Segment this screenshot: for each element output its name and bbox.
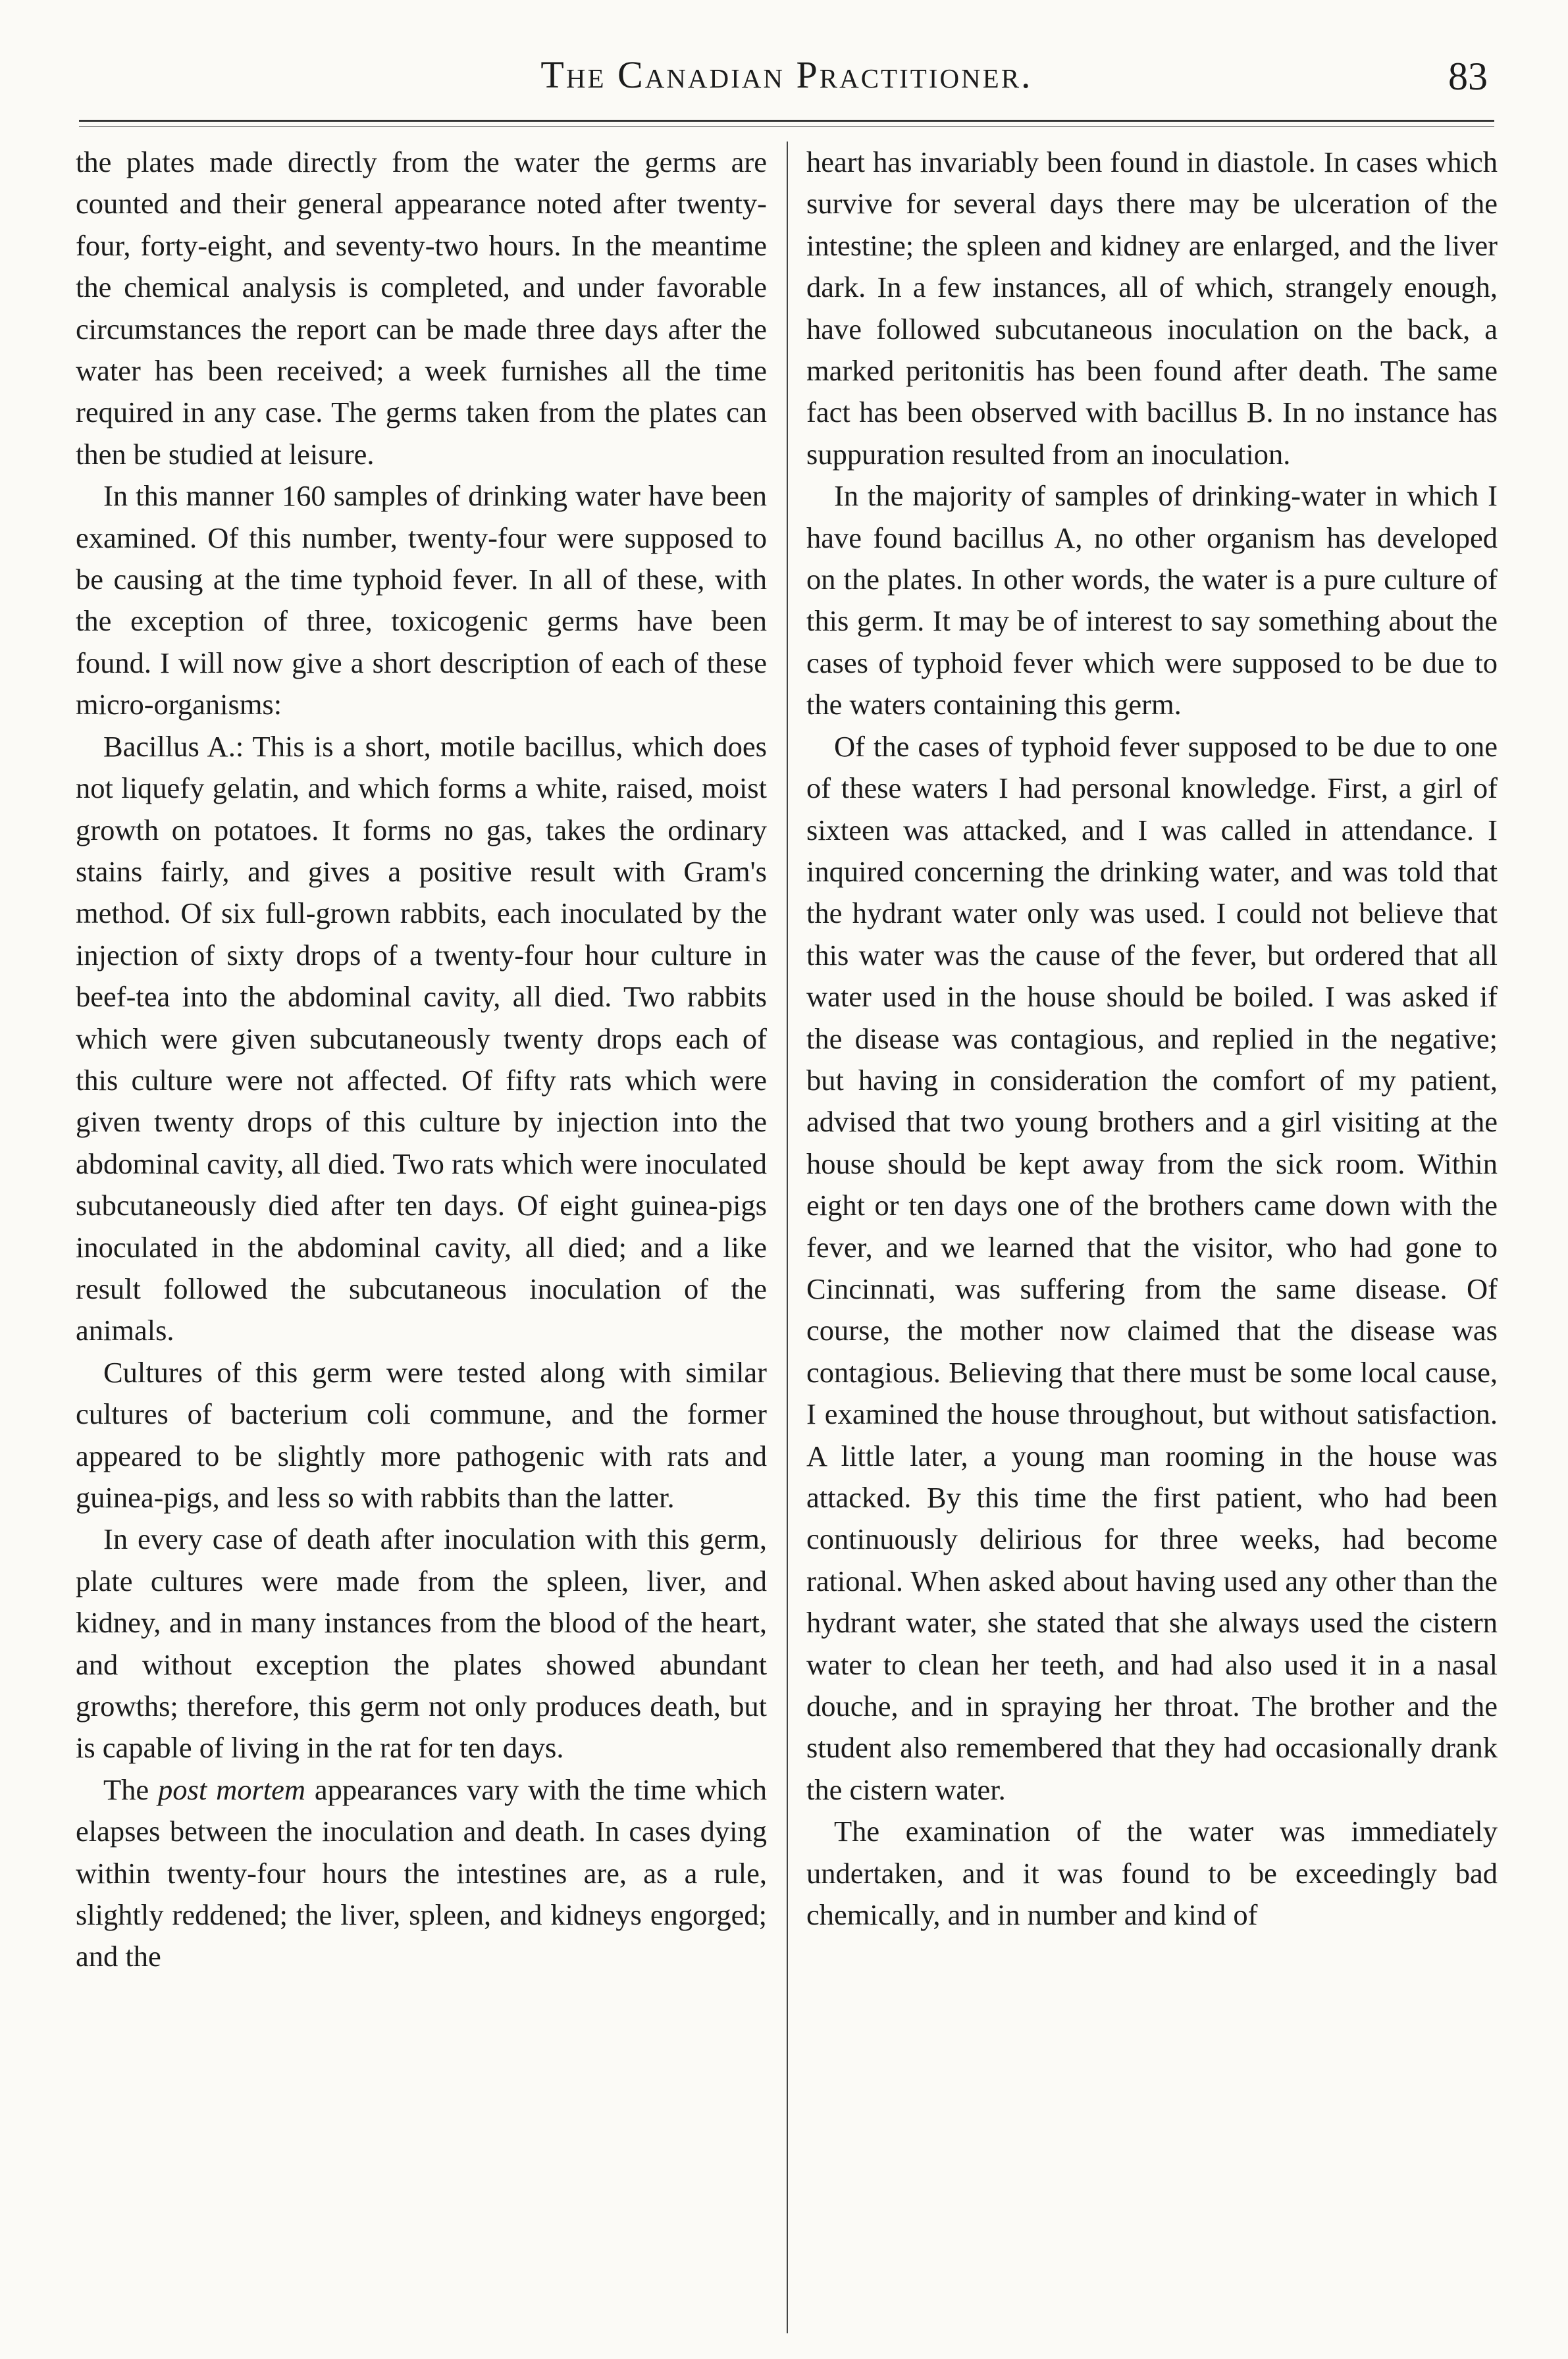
paragraph: Bacillus A.: This is a short, motile bacillus, which does not liquefy gelatin, and which forms a white, raised, moist growth on potatoes. It forms no gas, takes the ordinary stains fairly, and gives a positive result with Gram's method. Of six full-grown rabbits, each inoculated by the injection of sixty drops of a twenty-four hour culture in beef-tea into the abdominal cavity, all died. Two rabbits which were given subcutaneously twenty drops each of this culture were not affected. Of fifty rats which were given twenty drops of this culture by injection into the abdominal cavity, all died. Two rats which were inoculated subcutaneously died after ten days. Of eight guinea-pigs inoculated in the abdominal cavity, all died; and a like result followed the subcutaneous inoculation of the animals. [76, 729, 767, 1347]
italic-term: post mortem [158, 1773, 306, 1806]
paragraph-text: appearances vary with the time which elapses between the inoculation and death. In cases dying within twenty-four hours the intestines are, as a rule, slightly reddened; the liver, spleen, and kidneys engorged; and the [76, 1773, 767, 1973]
paragraph: heart has invariably been found in diastole. In cases which survive for several days there may be ulceration of the intestine; the spleen and kidney are enlarged, and the liver dark. In a few instances, all of which, strangely enough, have followed subcutaneous inoculation on the back, a marked peritonitis has been found after death. The same fact has been observed with bacillus B. In no instance has suppuration resulted from an inoculation. [806, 145, 1498, 471]
header-rule-thin [79, 126, 1494, 127]
paragraph: In this manner 160 samples of drinking water have been examined. Of this number, twenty-four were supposed to be causing at the time typhoid fever. In all of these, with the exception of three, toxicogenic germs have been found. I will now give a short description of each of these micro-organisms: [76, 479, 767, 721]
paragraph: Of the cases of typhoid fever supposed to be due to one of these waters I had personal knowledge. First, a girl of sixteen was attacked, and I was called in attendance. I inquired concerning the drinking water, and was told that the hydrant water only was used. I could not believe that this water was the cause of the fever, but ordered that all water used in the house should be boiled. I was asked if the disease was contagious, and replied in the negative; but having in consideration the comfort of my patient, advised that two young brothers and a girl visiting at the house should be kept away from the sick room. Within eight or ten days one of the brothers came down with the fever, and we learned that the visitor, who had gone to Cincinnati, was suffering from the same disease. Of course, the mother now claimed that the disease was contagious. Believing that there must be some local cause, I examined the house throughout, but without satisfaction. A little later, a young man rooming in the house was attacked. By this time the first patient, who had been continuously delirious for three weeks, had become rational. When asked about having used any other than the hydrant water, she stated that she always used the cistern water to clean her teeth, and had also used it in a nasal douche, and in spraying her throat. The brother and the student also remembered that they had occasionally drank the cistern water. [806, 729, 1498, 1806]
page-header [79, 39, 1494, 112]
paragraph: The examination of the water was immediately undertaken, and it was found to be exceedingly bad chemically, and in number and kind of [806, 1815, 1498, 1932]
paragraph: In the majority of samples of drinking-water in which I have found bacillus A, no other organism has developed on the plates. In other words, the water is a pure culture of this germ. It may be of interest to say something about the cases of typhoid fever which were supposed to be due to the waters containing this germ. [806, 479, 1498, 721]
paragraph: Cultures of this germ were tested along with similar cultures of bacterium coli commune, and the former appeared to be slightly more pathogenic with rats and guinea-pigs, and less so with rabbits than the latter. [76, 1355, 767, 1514]
running-title: The Canadian Practitioner. [540, 53, 1033, 96]
left-column [76, 142, 767, 1978]
paragraph-text: The [103, 1773, 159, 1806]
header-rule [79, 120, 1494, 122]
paragraph-post-mortem [76, 1769, 767, 1978]
page-number: 83 [1448, 55, 1488, 98]
column-divider [787, 142, 788, 2333]
paragraph: In every case of death after inoculation with this germ, plate cultures were made from the spleen, liver, and kidney, and in many instances from the blood of the heart, and without exception the plates showed abundant growths; therefore, this germ not only produces death, but is capable of living in the rat for ten days. [76, 1522, 767, 1765]
right-column [806, 142, 1498, 1936]
paragraph: the plates made directly from the water the germs are counted and their general appearance noted after twenty-four, forty-eight, and seventy-two hours. In the meantime the chemical analysis is completed, and under favorable circumstances the report can be made three days after the water has been received; a week furnishes all the time required in any case. The germs taken from the plates can then be studied at leisure. [76, 145, 767, 471]
